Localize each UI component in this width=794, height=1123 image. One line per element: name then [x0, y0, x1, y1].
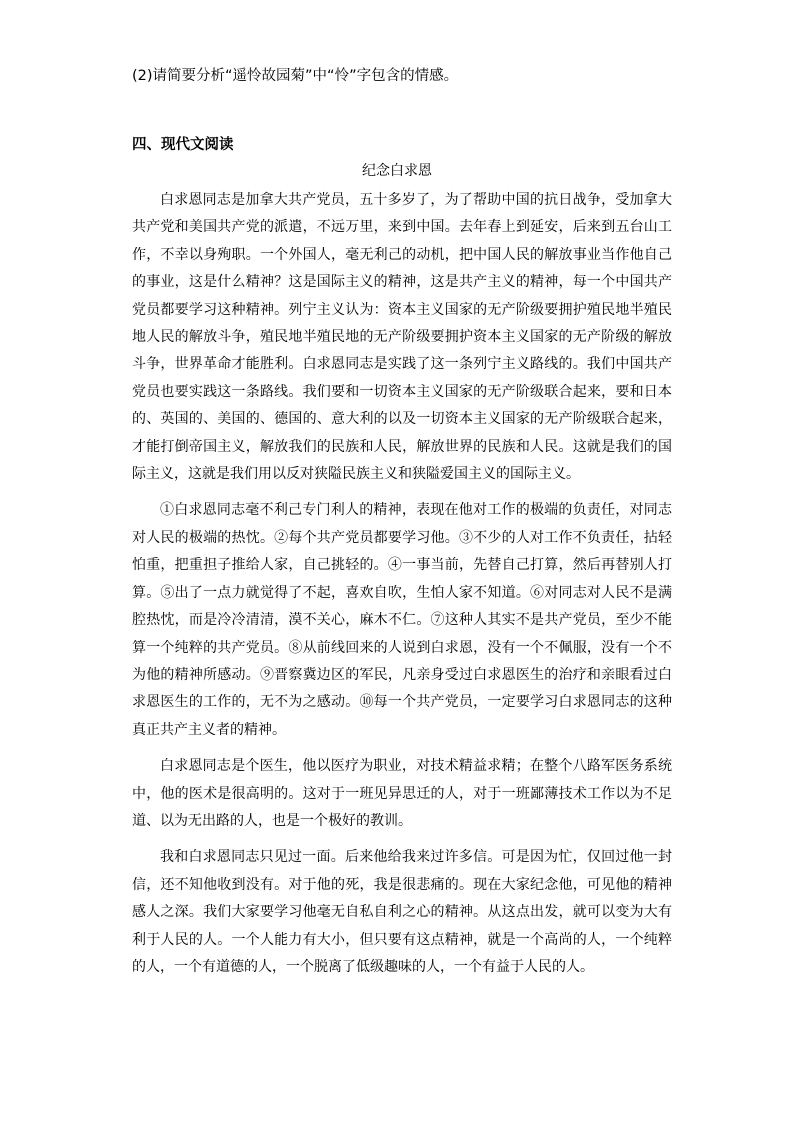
paragraph: 白求恩同志是加拿大共产党员，五十多岁了，为了帮助中国的抗日战争，受加拿大共产党和美国共产党的派遣，不远万里，来到中国。去年春上到延安，后来到五台山工作，不幸以身殉职。一个外国人，毫无利己的动机，把中国人民的解放事业当作他自己的事业，这是什么精神？这是国际主义的精神，这是共产主义的精神，每一个中国共产党员都要学习这种精神。列宁主义认为：资本主义国家的无产阶级要拥护殖民地半殖民地人民的解放斗争，殖民地半殖民地的无产阶级要拥护资本主义国家的无产阶级的解放斗争，世界革命才能胜利。白求恩同志是实践了这一条列宁主义路线的。我们中国共产党员也要实践这一条路线。我们要和一切资本主义国家的无产阶级联合起来，要和日本的、英国的、美国的、德国的、意大利的以及一切资本主义国家的无产阶级联合起来，才能打倒帝国主义，解放我们的民族和人民，解放世界的民族和人民。这就是我们的国际主义，这就是我们用以反对狭隘民族主义和狭隘爱国主义的国际主义。	[132, 192, 672, 483]
article-body	[132, 187, 672, 990]
question-text: (2)请简要分析“遥怜故园菊”中“怜”字包含的情感。	[132, 68, 459, 84]
paragraph: ①白求恩同志毫不利己专门利人的精神，表现在他对工作的极端的负责任，对同志对人民的极端的热忱。②每个共产党员都要学习他。③不少的人对工作不负责任，拈轻怕重，把重担子推给人家，自己挑轻的。④一事当前，先替自己打算，然后再替别人打算。⑤出了一点力就觉得了不起，喜欢自吹，生怕人家不知道。⑥对同志对人民不是满腔热忱，而是冷冷清清，漠不关心，麻木不仁。⑦这种人其实不是共产党员，至少不能算一个纯粹的共产党员。⑧从前线回来的人说到白求恩，没有一个不佩服，没有一个不为他的精神所感动。⑨晋察冀边区的军民，凡亲身受过白求恩医生的治疗和亲眼看过白求恩医生的工作的，无不为之感动。⑩每一个共产党员，一定要学习白求恩同志的这种真正共产主义者的精神。	[132, 502, 672, 738]
paragraph: 我和白求恩同志只见过一面。后来他给我来过许多信。可是因为忙，仅回过他一封信，还不知他收到没有。对于他的死，我是很悲痛的。现在大家纪念他，可见他的精神感人之深。我们大家要学习他毫无自私自利之心的精神。从这点出发，就可以变为大有利于人民的人。一个人能力有大小，但只要有这点精神，就是一个高尚的人，一个纯粹的人，一个有道德的人，一个脱离了低级趣味的人，一个有益于人民的人。	[132, 849, 672, 975]
article-title: 纪念白求恩	[362, 163, 432, 179]
section-heading: 四、现代文阅读	[132, 137, 234, 153]
paragraph: 白求恩同志是个医生，他以医疗为职业，对技术精益求精；在整个八路军医务系统中，他的医术是很高明的。这对于一班见异思迁的人，对于一班鄙薄技术工作以为不足道、以为无出路的人，也是一个极好的教训。	[132, 758, 672, 829]
